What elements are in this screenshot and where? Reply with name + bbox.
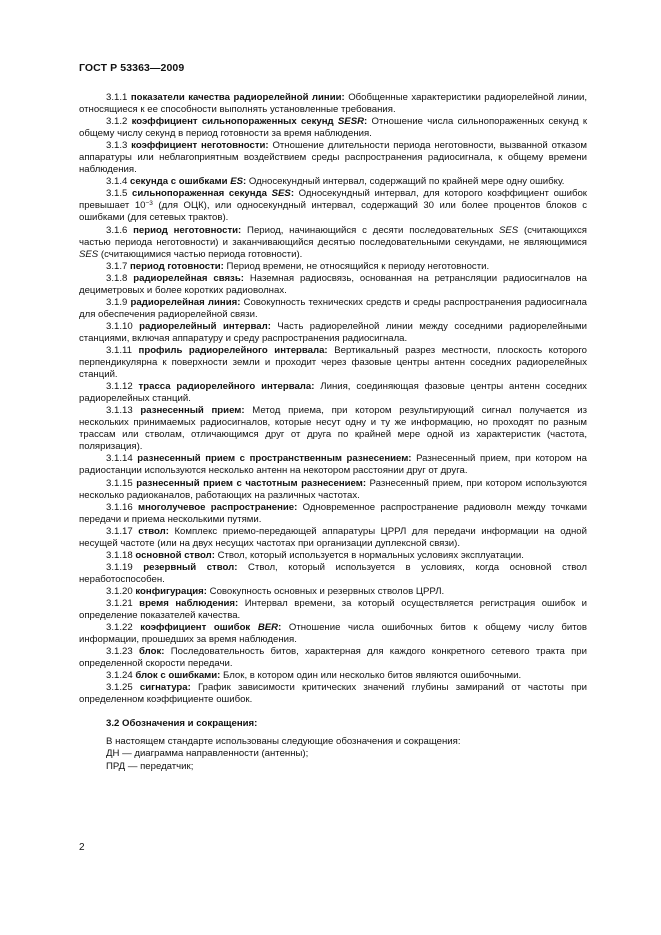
term-definition: Ствол, который используется в условиях, когда основной ствол неработоспособен. [79, 561, 587, 585]
term-definition: Односекундный интервал, для которого коэффициент ошибок превышает 10 [79, 188, 588, 212]
term-number: 3.1.9 [106, 296, 128, 308]
term-definition: Вертикальный разрез местности, плоскость которого перпендикулярна к поверхности земли и проходит через фазовые центры антенн соседних радиорелейных станций. [79, 344, 588, 381]
term-definition: Ствол, который используется в нормальных условиях эксплуатации. [217, 549, 524, 561]
term-number: 3.1.4 [106, 176, 128, 188]
term-name: ствол: [138, 525, 169, 537]
document-body [79, 92, 587, 773]
abbreviation-item: ДН — диаграмма направленности (антенны); [106, 748, 309, 760]
term-number: 3.1.23 [106, 646, 133, 658]
term-definition: Метод приема, при котором результирующий сигнал получается из нескольких принимаемых радиосигналов, которые несут одну и ту же информацию, но проходят по разным трассам или стволам, отличающимся друг от друга по крайней мере одной из характеристик (частота, поляризация). [79, 405, 588, 453]
term-definition: Линия, соединяющая фазовые центры антенн соседних радиорелейных станций. [79, 381, 587, 405]
term-number: 3.1.17 [106, 525, 133, 537]
term-number: 3.1.3 [106, 140, 128, 152]
term-definition: Наземная радиосвязь, основанная на ретрансляции радиосигналов на дециметровых и более коротких радиоволнах. [79, 272, 587, 296]
term-definition: Период времени, не относящийся к периоду неготовности. [226, 260, 490, 272]
term-number: 3.1.15 [106, 477, 133, 489]
term-3-1-4: 3.1.4 секунда с ошибками ES: Односекундный интервал, содержащий по крайней мере одну ошибку. [106, 176, 565, 188]
term-definition: Отношение числа сильнопораженных секунд к общему числу секунд в период готовности за время наблюдения. [79, 116, 588, 140]
term-name: блок: [138, 646, 165, 658]
term-definition-end: (считающимися частью периода готовности). [98, 248, 303, 260]
term-3-1-16 [79, 502, 587, 526]
term-number: 3.1.2 [106, 116, 128, 128]
term-3-1-5: 3.1.5 сильнопораженная секунда SES: Односекундный интервал, для которого коэффициент ошибок превышает $10^{-3}$ (для ОЦК), или односекундный интервал, содержащий 30 или более процентов блоков с ошибками (для сетевых трактов). [79, 188, 588, 224]
term-3-1-1 [79, 92, 587, 116]
term-name: сигнатура: [139, 682, 191, 694]
term-3-1-11 [79, 345, 587, 381]
term-number: 3.1.5 [106, 188, 128, 200]
term-number: 3.1.18 [106, 549, 133, 561]
term-number: 3.1.22 [106, 622, 133, 634]
term-name: разнесенный прием с пространственным разнесением: [137, 453, 412, 465]
term-3-1-18 [79, 550, 587, 562]
term-number: 3.1.8 [106, 272, 128, 284]
term-name: секунда с ошибками [130, 176, 228, 188]
term-name: многолучевое распространение: [138, 501, 298, 513]
term-definition: Последовательность битов, характерная для каждого конкретного сетевого тракта при определенной скорости передачи. [79, 646, 587, 670]
term-3-1-12 [79, 381, 587, 405]
section-intro: В настоящем стандарте использованы следующие обозначения и сокращения: [106, 736, 461, 748]
term-3-1-19 [79, 562, 587, 586]
term-definition: Интервал времени, за который осуществляется регистрация ошибок и определение показателей качества. [79, 597, 587, 622]
term-name: трасса радиорелейного интервала: [138, 381, 315, 393]
term-definition-cont: (для ОЦК), или односекундный интервал, содержащий 30 или более процентов блоков с ошибками (для сетевых трактов). [79, 200, 588, 224]
term-definition: Период, начинающийся с десяти последовательных [247, 224, 499, 236]
term-name: коэффициент неготовности: [131, 140, 269, 152]
term-name: радиорелейный интервал: [139, 320, 271, 332]
term-name: коэффициент ошибок [140, 622, 251, 634]
term-number: 3.1.19 [106, 561, 133, 573]
term-3-1-14 [79, 453, 587, 477]
term-name: основной ствол: [135, 549, 215, 561]
term-definition: Обобщенные характеристики радиорелейной линии, относящиеся к ее способности выполнять установленные требования. [79, 92, 587, 116]
term-number: 3.1.11 [106, 344, 132, 356]
term-3-1-20 [79, 586, 587, 598]
term-definition: График зависимости критических значений глубины замираний от частоты при определенном коэффициенте ошибок. [79, 682, 587, 706]
term-3-1-10 [79, 321, 587, 345]
term-definition: Односекундный интервал, содержащий по крайней мере одну ошибку. [248, 176, 565, 188]
term-name: коэффициент сильнопораженных секунд [131, 116, 334, 128]
term-abbreviation: SES [271, 188, 291, 200]
term-definition: Совокупность основных и резервных стволов ЦРРЛ. [209, 585, 445, 597]
term-number: 3.1.6 [106, 224, 128, 236]
term-definition: Отношение числа ошибочных битов к общему числу битов информации, прошедших за время наблюдения. [79, 622, 587, 646]
term-number: 3.1.21 [106, 597, 133, 609]
term-3-1-2: 3.1.2 коэффициент сильнопораженных секунд SESR: Отношение числа сильнопораженных секунд к общему числу секунд в период готовности за время наблюдения. [79, 116, 588, 140]
term-definition: Совокупность технических средств и среды распространения радиосигнала для обеспечения радиорелейной связи. [79, 296, 587, 320]
term-definition: Разнесенный прием, при котором на радиостанции используются несколько антенн на некотором расстоянии друг от друга. [79, 453, 587, 477]
term-number: 3.1.14 [106, 453, 133, 465]
term-definition: Часть радиорелейной линии между соседними радиорелейными станциями, включая аппаратуру и среду распространения радиосигнала. [79, 320, 587, 344]
term-3-1-24 [79, 670, 587, 682]
term-number: 3.1.13 [106, 405, 133, 417]
abbreviation-item: ПРД — передатчик; [106, 760, 194, 772]
term-name: период неготовности: [133, 224, 242, 236]
term-name: разнесенный прием с частотным разнесением: [136, 477, 367, 489]
term-3-1-13 [79, 405, 587, 453]
term-3-1-15 [79, 478, 587, 502]
term-definition: Блок, в котором один или несколько битов являются ошибочными. [223, 670, 522, 682]
term-definition: Комплекс приемо-передающей аппаратуры ЦРРЛ для передачи информации на одной несущей частоте (или на двух несущих частотах при организации дуплексной связи). [79, 525, 587, 549]
document-header: ГОСТ Р 53363—2009 [79, 62, 185, 74]
term-number: 3.1.20 [106, 585, 133, 597]
term-name: разнесенный прием: [140, 405, 245, 417]
term-3-1-9 [79, 297, 587, 321]
term-number: 3.1.25 [106, 682, 133, 694]
term-name: конфигурация: [135, 585, 207, 597]
page-number: 2 [79, 842, 85, 853]
abbr-ses: SES [79, 248, 99, 260]
section-heading: 3.2 Обозначения и сокращения: [106, 718, 258, 730]
term-name: радиорелейная линия: [130, 296, 241, 308]
term-name: резервный ствол: [143, 561, 238, 573]
exponent: −3 [145, 200, 153, 208]
term-abbreviation: ES [230, 176, 244, 188]
term-abbreviation: BER [257, 622, 279, 634]
term-name: блок с ошибками: [135, 670, 221, 682]
term-number: 3.1.12 [106, 381, 133, 393]
term-number: 3.1.7 [106, 260, 128, 272]
term-definition: Отношение длительности периода неготовности, вызванной отказом аппаратуры или неблагоприятным воздействием среды распространения радиосигнала, к общему времени наблюдения. [79, 140, 587, 176]
term-number: 3.1.1 [106, 92, 128, 103]
term-3-1-22: 3.1.22 коэффициент ошибок BER: Отношение числа ошибочных битов к общему числу битов информации, прошедших за время наблюдения. [79, 622, 587, 646]
term-abbreviation: SESR [337, 116, 365, 128]
term-3-1-8 [79, 273, 587, 297]
term-number: 3.1.24 [106, 670, 133, 682]
term-3-1-7 [79, 261, 587, 273]
term-3-1-21 [79, 598, 587, 622]
term-number: 3.1.10 [106, 320, 133, 332]
term-definition: Одновременное распространение радиоволн между точками передачи и приема несколькими путями. [79, 501, 587, 525]
term-name: время наблюдения: [139, 597, 239, 609]
term-3-1-6 [79, 225, 587, 261]
term-number: 3.1.16 [106, 501, 133, 513]
term-3-1-23 [79, 646, 587, 670]
term-name: показатели качества радиорелейной линии: [130, 92, 345, 103]
term-3-1-25 [79, 682, 587, 706]
term-name: профиль радиорелейного интервала: [138, 344, 328, 356]
term-name: период готовности: [130, 260, 224, 272]
term-name: радиорелейная связь: [133, 272, 244, 284]
abbr-ses: SES [499, 224, 519, 236]
term-definition-cont: (считающихся частью периода неготовности) и заканчивающийся десятью последовательными секундами, не являющимися [79, 224, 587, 248]
term-3-1-3 [79, 140, 587, 176]
term-definition: Разнесенный прием, при котором используются несколько радиоканалов, работающих на различных частотах. [79, 477, 588, 501]
term-name: сильнопораженная секунда [132, 188, 267, 200]
term-3-1-17 [79, 526, 587, 550]
